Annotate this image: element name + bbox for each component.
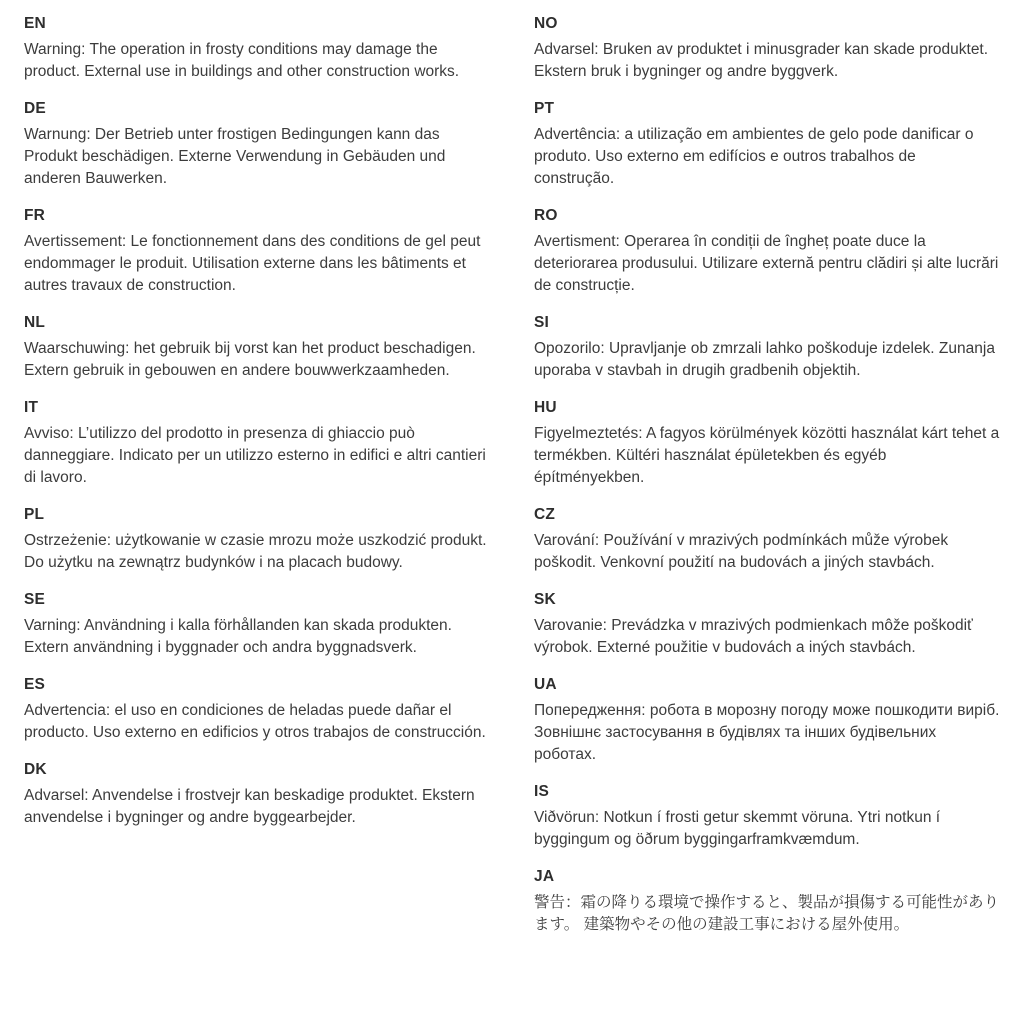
language-code: EN	[24, 15, 46, 32]
language-code: JA	[534, 868, 555, 885]
language-code: IS	[534, 783, 550, 800]
language-block-pl	[24, 504, 490, 574]
language-code: NO	[534, 15, 558, 32]
language-block-nl	[24, 312, 490, 382]
left-column	[24, 13, 490, 951]
language-block-cz	[534, 504, 1000, 574]
language-block-dk	[24, 759, 490, 829]
right-column	[534, 13, 1000, 951]
language-block-si	[534, 312, 1000, 382]
language-code: NL	[24, 314, 46, 331]
warning-text: Varning: Användning i kalla förhållanden kan skada produkten. Extern användning i byggnader och andra byggnadsverk.	[24, 617, 452, 656]
language-block-ro	[534, 205, 1000, 297]
warning-text: Figyelmeztetés: A fagyos körülmények közötti használat kárt tehet a termékben. Kültéri használat épületekben és egyéb építményekben.	[534, 425, 1000, 486]
language-block-se	[24, 589, 490, 659]
warning-text: Varovanie: Prevádzka v mrazivých podmienkach môže poškodiť výrobok. Externé použitie v budovách a iných stavbách.	[534, 617, 973, 656]
warning-text: Advarsel: Bruken av produktet i minusgrader kan skade produktet. Ekstern bruk i bygninger og andre byggverk.	[534, 41, 989, 80]
language-block-no	[534, 13, 1000, 83]
warning-text: Warning: The operation in frosty conditions may damage the product. External use in buildings and other construction works.	[24, 41, 460, 80]
warning-text: Avertissement: Le fonctionnement dans des conditions de gel peut endommager le produit. Utilisation externe dans les bâtiments et autres travaux de construction.	[24, 233, 481, 294]
language-block-is	[534, 781, 1000, 851]
language-block-hu	[534, 397, 1000, 489]
language-block-pt	[534, 98, 1000, 190]
warning-text: Advarsel: Anvendelse i frostvejr kan beskadige produktet. Ekstern anvendelse i bygninger og andre byggearbejder.	[24, 787, 475, 826]
warning-text: Попередження: робота в морозну погоду може пошкодити виріб. Зовнішнє застосування в будівлях та інших будівельних роботах.	[534, 702, 1000, 763]
language-block-it	[24, 397, 490, 489]
language-block-de	[24, 98, 490, 190]
language-code: SI	[534, 314, 550, 331]
language-code: DK	[24, 761, 47, 778]
language-code: RO	[534, 207, 558, 224]
language-block-es	[24, 674, 490, 744]
language-code: IT	[24, 399, 39, 416]
language-code: UA	[534, 676, 557, 693]
language-code: PL	[24, 506, 45, 523]
warning-text: Advertência: a utilização em ambientes de gelo pode danificar o produto. Uso externo em edifícios e outros trabalhos de construção.	[534, 126, 974, 187]
language-block-en	[24, 13, 490, 83]
language-code: HU	[534, 399, 557, 416]
warning-text: Avertisment: Operarea în condiții de îngheț poate duce la deteriorarea produsului. Utilizare externă pentru clădiri și alte lucrări de construcție.	[534, 233, 999, 294]
warning-text: Waarschuwing: het gebruik bij vorst kan het product beschadigen. Extern gebruik in gebouwen en andere bouwwerkzaamheden.	[24, 340, 476, 379]
language-code: ES	[24, 676, 46, 693]
language-block-sk	[534, 589, 1000, 659]
warning-text: Varování: Používání v mrazivých podmínkách může výrobek poškodit. Venkovní použití na budovách a jiných stavbách.	[534, 532, 949, 571]
warning-text: 警告：霜の降りる環境で操作すると、製品が損傷する可能性があります。 建築物やその他の建設工事における屋外使用。	[534, 894, 1000, 933]
warning-text: Ostrzeżenie: użytkowanie w czasie mrozu może uszkodzić produkt. Do użytku na zewnątrz budynków i na placach budowy.	[24, 532, 487, 571]
warning-text: Warnung: Der Betrieb unter frostigen Bedingungen kann das Produkt beschädigen. Externe Verwendung in Gebäuden und anderen Bauwerken.	[24, 126, 446, 187]
language-code: DE	[24, 100, 46, 117]
warning-text: Viðvörun: Notkun í frosti getur skemmt vöruna. Ytri notkun í byggingum og öðrum byggingarframkvæmdum.	[534, 809, 941, 848]
language-code: CZ	[534, 506, 556, 523]
language-code: PT	[534, 100, 555, 117]
warning-text: Advertencia: el uso en condiciones de heladas puede dañar el producto. Uso externo en edificios y otros trabajos de construcción.	[24, 702, 486, 741]
language-code: SK	[534, 591, 556, 608]
language-code: SE	[24, 591, 46, 608]
warning-text: Avviso: L’utilizzo del prodotto in presenza di ghiaccio può danneggiare. Indicato per un utilizzo esterno in edifici e altri cantieri di lavoro.	[24, 425, 486, 486]
language-block-ua	[534, 674, 1000, 766]
warning-text: Opozorilo: Upravljanje ob zmrzali lahko poškoduje izdelek. Zunanja uporaba v stavbah in drugih gradbenih objektih.	[534, 340, 995, 379]
language-block-ja	[534, 866, 1000, 936]
language-block-fr	[24, 205, 490, 297]
language-code: FR	[24, 207, 46, 224]
